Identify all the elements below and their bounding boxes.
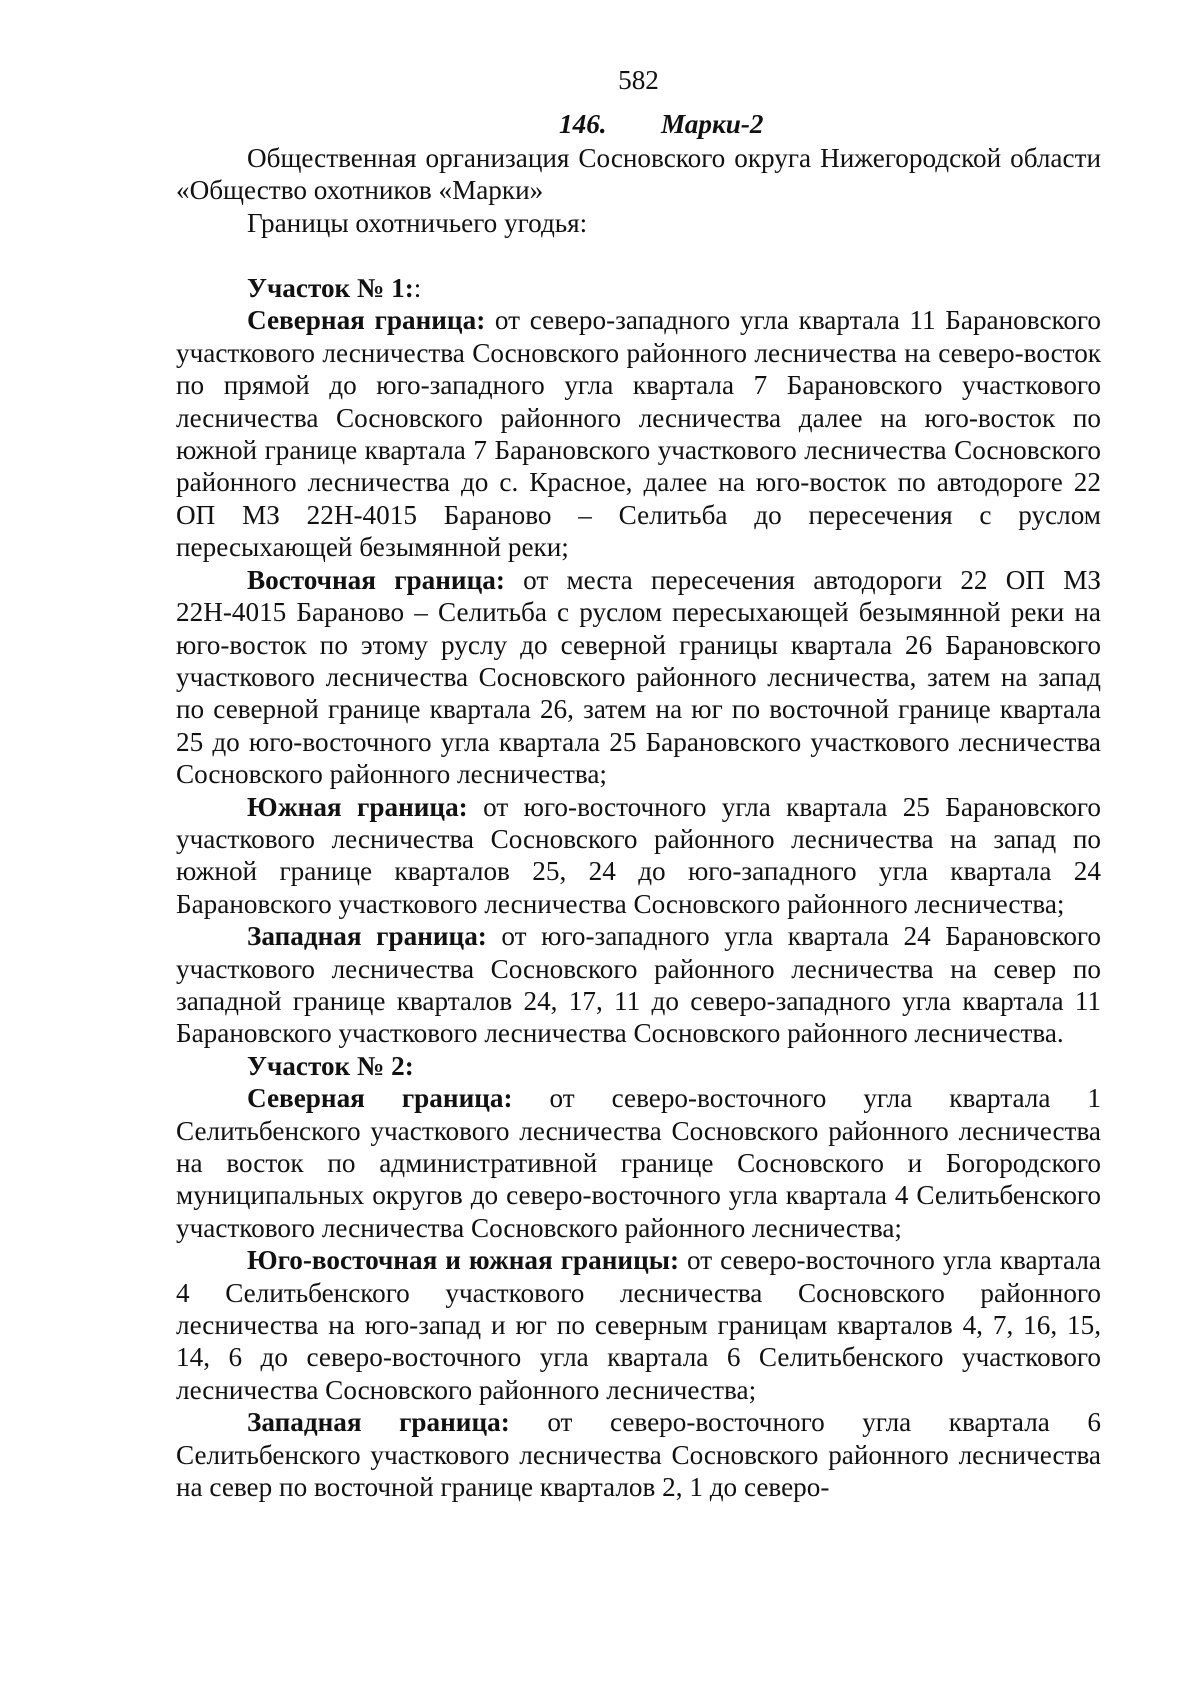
plot1-south-text: от юго-восточного угла квартала 25 Барановского участкового лесничества Сосновского районного лесничества на запад по южной границе кварталов 25, 24 до юго-западного угла квартала 24 Барановского участкового лесничества Сосновского районного лесничества; (176, 791, 1101, 919)
section-name: Марки-2 (661, 109, 764, 140)
plot1-south-boundary (176, 791, 1101, 921)
plot2-north-text: от северо-восточного угла квартала 1 Селитьбенского участкового лесничества Сосновского районного лесничества на восток по административной границе Сосновского и Богородского муниципальных округов до северо-восточного угла квартала 4 Селитьбенского участкового лесничества Сосновского районного лесничества; (176, 1083, 1101, 1243)
plot1-north-boundary (176, 304, 1101, 563)
section-title (176, 108, 1101, 140)
plot2-southeast-boundary (176, 1244, 1101, 1406)
plot2-southeast-text: от северо-восточного угла квартала 4 Селитьбенского участкового лесничества Сосновского районного лесничества на юго-запад и юг по северным границам кварталов 4, 7, 16, 15, 14, 6 до северо-восточного угла квартала 6 Селитьбенского участкового лесничества Сосновского районного лесничества; (176, 1245, 1101, 1405)
plot1-east-label: Восточная граница: (247, 564, 505, 595)
plot1-heading-suffix: : (413, 273, 422, 304)
plot1-north-label: Северная граница: (247, 305, 486, 336)
spacer (176, 239, 1101, 272)
plot2-west-text: от северо-восточного угла квартала 6 Селитьбенского участкового лесничества Сосновского районного лесничества на север по восточной границе кварталов 2, 1 до северо- (176, 1407, 1101, 1503)
plot1-east-text: от места пересечения автодороги 22 ОП МЗ 22Н-4015 Бараново – Селитьба с руслом пересыхающей безымянной реки на юго-восток по этому руслу до северной границы квартала 26 Барановского участкового лесничества Сосновского районного лесничества, затем на запад по северной границе квартала 26, затем на юг по восточной границе квартала 25 до юго-восточного угла квартала 25 Барановского участкового лесничества Сосновского районного лесничества; (176, 564, 1101, 790)
plot2-heading (176, 1050, 1101, 1082)
plot1-west-label: Западная граница: (247, 921, 487, 952)
plot1-west-text: от юго-западного угла квартала 24 Барановского участкового лесничества Сосновского районного лесничества на север по западной границе кварталов 24, 17, 11 до северо-западного угла квартала 11 Барановского участкового лесничества Сосновского районного лесничества. (176, 921, 1101, 1049)
plot1-west-boundary (176, 920, 1101, 1050)
plot2-heading-label: Участок № 2: (247, 1050, 414, 1081)
plot1-south-label: Южная граница: (247, 791, 468, 822)
plot2-north-boundary (176, 1082, 1101, 1244)
plot2-west-boundary (176, 1406, 1101, 1503)
plot2-west-label: Западная граница: (247, 1407, 510, 1438)
plot1-heading-label: Участок № 1: (247, 273, 414, 304)
page-number: 582 (618, 65, 659, 95)
plot2-southeast-label: Юго-восточная и южная границы: (247, 1245, 680, 1276)
boundaries-heading: Границы охотничьего угодья: (247, 207, 588, 238)
plot1-heading (176, 272, 1101, 304)
section-number: 146. (559, 109, 607, 140)
plot2-north-label: Северная граница: (247, 1083, 513, 1114)
plot1-north-text: от северо-западного угла квартала 11 Барановского участкового лесничества Сосновского районного лесничества на северо-восток по прямой до юго-западного угла квартала 7 Барановского участкового лесничества Сосновского районного лесничества далее на юго-восток по южной границе квартала 7 Барановского участкового лесничества Сосновского районного лесничества до с. Красное, далее на юго-восток по автодороге 22 ОП МЗ 22Н-4015 Бараново – Селитьба до пересечения с руслом пересыхающей безымянной реки; (176, 305, 1101, 563)
document-page (176, 64, 1101, 1503)
organization-name: Общественная организация Сосновского округа Нижегородской области «Общество охотников «Марки» (176, 142, 1101, 206)
plot1-east-boundary (176, 564, 1101, 791)
